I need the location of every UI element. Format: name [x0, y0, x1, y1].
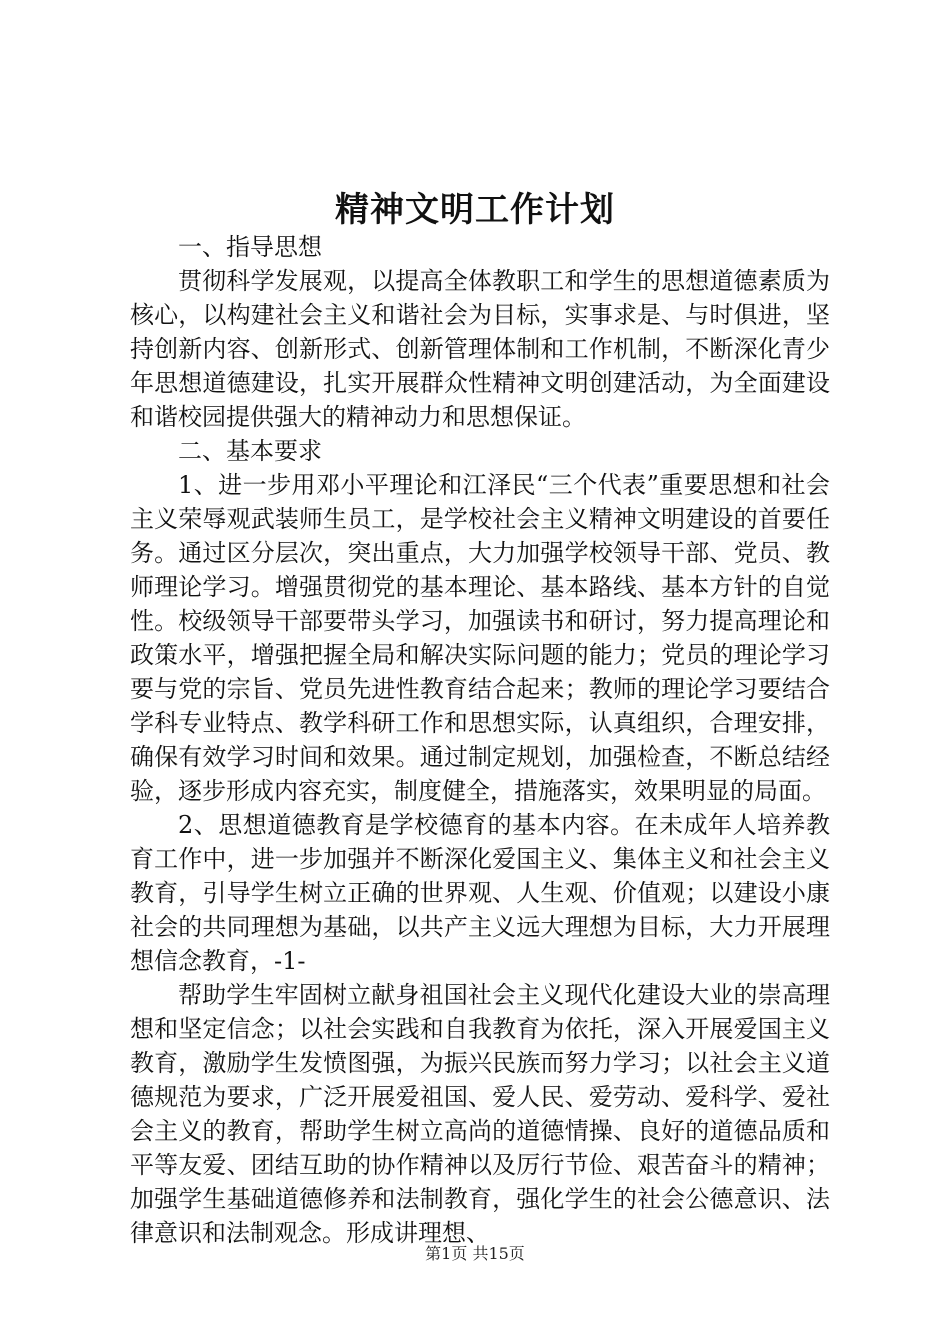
paragraph-guiding-thought: 贯彻科学发展观，以提高全体教职工和学生的思想道德素质为核心，以构建社会主义和谐社会为目标，实事求是、与时俱进，坚持创新内容、创新形式、创新管理体制和工作机制，不断深化青少年思想道德建设，扎实开展群众性精神文明创建活动，为全面建设和谐校园提供强大的精神动力和思想保证。	[130, 267, 830, 431]
document-title: 精神文明工作计划	[335, 190, 615, 230]
page-number-footer: 第1页 共15页	[425, 1244, 525, 1263]
section-heading-basic-requirements: 二、基本要求	[178, 437, 322, 465]
section-heading-guiding-thought: 一、指导思想	[178, 233, 322, 261]
paragraph-continuation: 帮助学生牢固树立献身祖国社会主义现代化建设大业的崇高理想和坚定信念；以社会实践和自我教育为依托，深入开展爱国主义教育，激励学生发愤图强，为振兴民族而努力学习；以社会主义道德规范为要求，广泛开展爱祖国、爱人民、爱劳动、爱科学、爱社会主义的教育，帮助学生树立高尚的道德情操、良好的道德品质和平等友爱、团结互助的协作精神以及厉行节俭、艰苦奋斗的精神；加强学生基础道德修养和法制教育，强化学生的社会公德意识、法律意识和法制观念。形成讲理想、	[130, 981, 830, 1247]
paragraph-requirement-1: 1、进一步用邓小平理论和江泽民“三个代表”重要思想和社会主义荣辱观武装师生员工，是学校社会主义精神文明建设的首要任务。通过区分层次，突出重点，大力加强学校领导干部、党员、教师理论学习。增强贯彻党的基本理论、基本路线、基本方针的自觉性。校级领导干部要带头学习，加强读书和研讨，努力提高理论和政策水平，增强把握全局和解决实际问题的能力；党员的理论学习要与党的宗旨、党员先进性教育结合起来；教师的理论学习要结合学科专业特点、教学科研工作和思想实际，认真组织，合理安排，确保有效学习时间和效果。通过制定规划，加强检查，不断总结经验，逐步形成内容充实，制度健全，措施落实，效果明显的局面。	[130, 471, 830, 805]
paragraph-requirement-2: 2、思想道德教育是学校德育的基本内容。在未成年人培养教育工作中，进一步加强并不断深化爱国主义、集体主义和社会主义教育，引导学生树立正确的世界观、人生观、价值观；以建设小康社会的共同理想为基础，以共产主义远大理想为目标，大力开展理想信念教育，-1-	[130, 811, 830, 975]
document-body	[130, 230, 830, 1250]
